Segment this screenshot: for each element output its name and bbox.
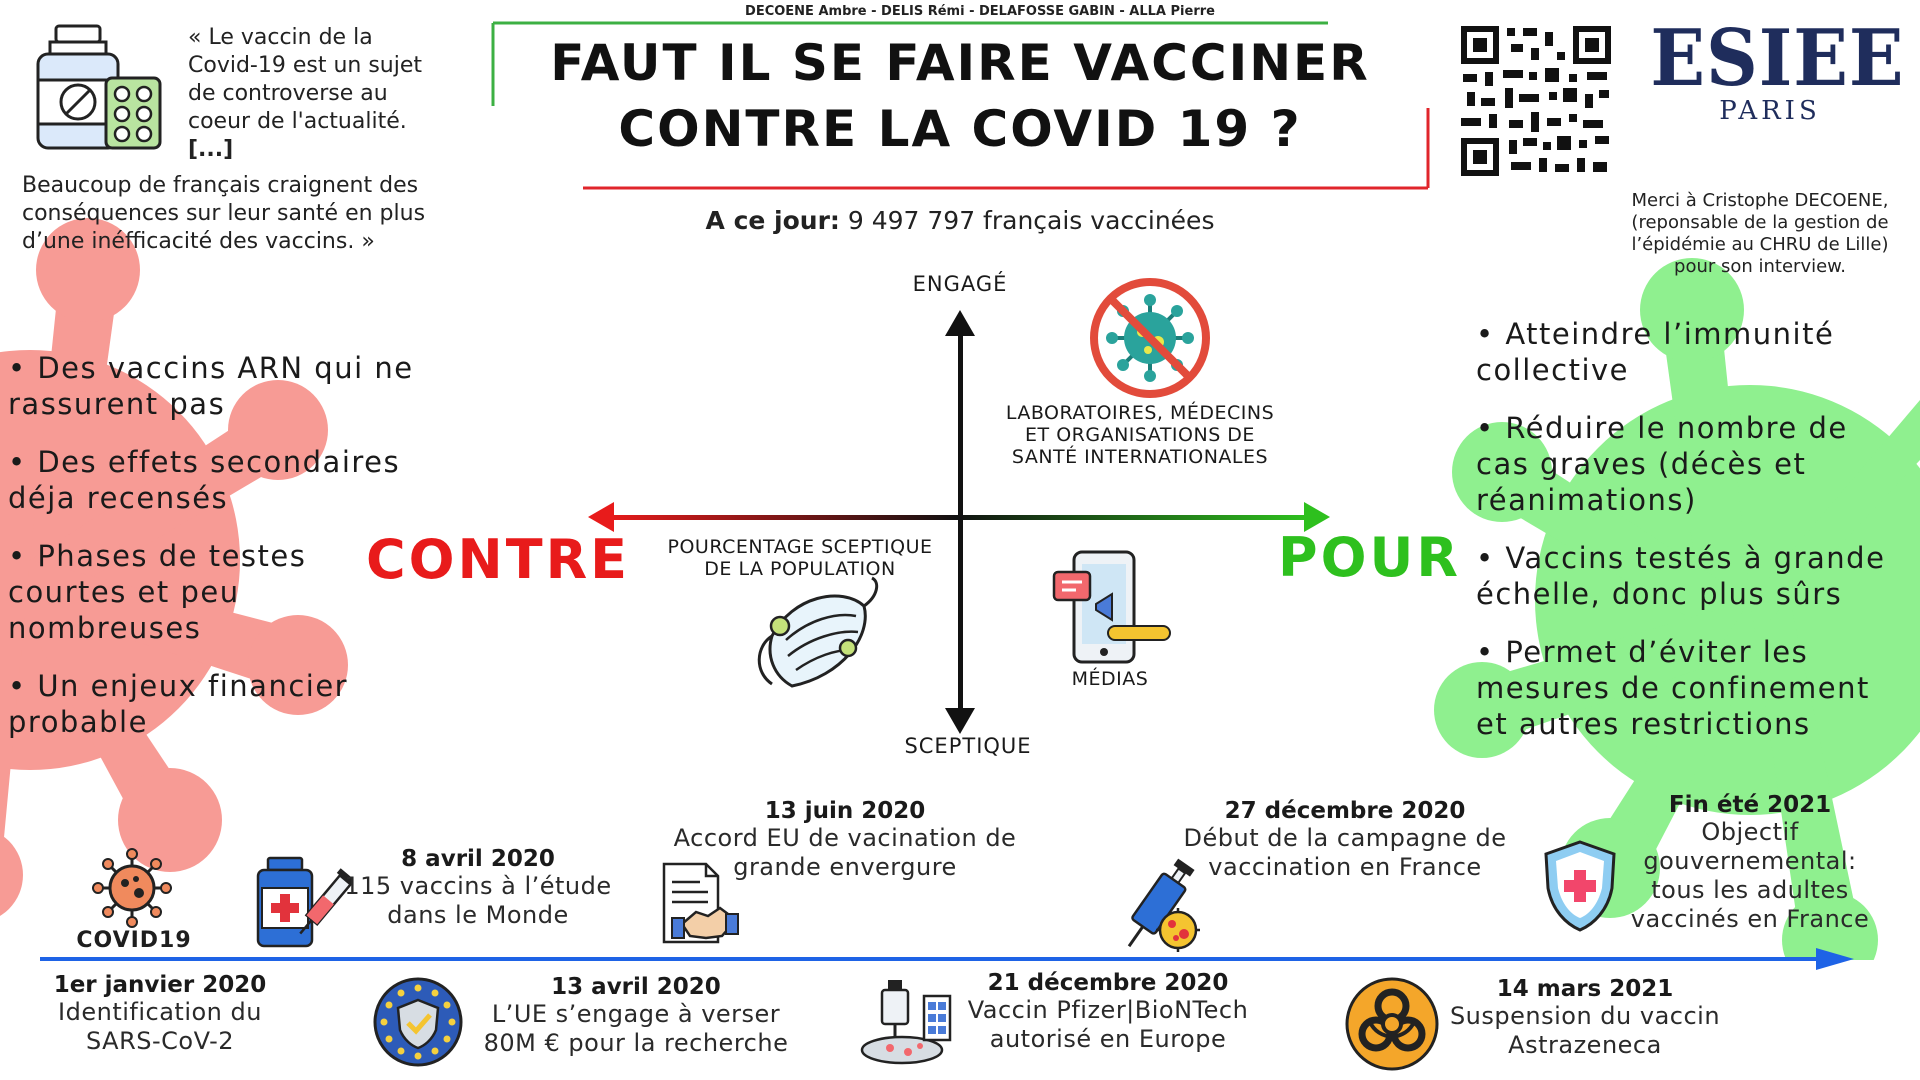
timeline-event-date: 8 avril 2020 bbox=[401, 846, 555, 872]
engaged-actors-line: SANTÉ INTERNATIONALES bbox=[1011, 446, 1269, 468]
axis-label-sceptique: SCEPTIQUE bbox=[904, 734, 1032, 758]
contre-item bbox=[8, 668, 478, 740]
media-label: MÉDIAS bbox=[1071, 668, 1149, 690]
timeline-event bbox=[650, 798, 1040, 882]
vertical-axis bbox=[958, 330, 963, 720]
engaged-actors-label bbox=[985, 402, 1295, 468]
timeline-event bbox=[338, 846, 618, 930]
vaccinated-count bbox=[640, 206, 1280, 235]
contre-item-line: • Un enjeux financier bbox=[8, 669, 349, 703]
timeline-event-date: 14 mars 2021 bbox=[1496, 976, 1674, 1002]
timeline-event-text: gouvernemental: bbox=[1643, 847, 1857, 875]
title-line-2: CONTRE LA COVID 19 ? bbox=[618, 100, 1302, 158]
pour-item-line: • Vaccins testés à grande bbox=[1476, 541, 1886, 575]
timeline-event-date: 21 décembre 2020 bbox=[987, 970, 1229, 996]
down-arrowhead-icon bbox=[945, 708, 975, 734]
title-line-1: FAUT IL SE FAIRE VACCINER bbox=[550, 34, 1370, 92]
sceptic-population-label bbox=[645, 536, 955, 580]
quote-line: d’une inéfficacité des vaccins. » bbox=[22, 229, 375, 254]
quote-line: Beaucoup de français craignent des bbox=[22, 173, 419, 198]
pour-item bbox=[1476, 316, 1916, 388]
quote-part-1 bbox=[188, 24, 488, 164]
timeline-event-text: SARS-CoV-2 bbox=[85, 1027, 235, 1055]
timeline-event-date: 1er janvier 2020 bbox=[53, 972, 267, 998]
page-title bbox=[500, 30, 1420, 162]
covid19-logo-text: COVID19 bbox=[76, 928, 192, 953]
pour-item-line: mesures de confinement bbox=[1476, 671, 1870, 705]
timeline-event-text: dans le Monde bbox=[387, 901, 569, 929]
pour-item-line: échelle, donc plus sûrs bbox=[1476, 577, 1843, 611]
timeline-event-text: Astrazeneca bbox=[1508, 1031, 1662, 1059]
contre-item-line: • Phases de testes bbox=[8, 539, 307, 573]
timeline-event-text: Début de la campagne de bbox=[1183, 824, 1507, 852]
timeline-event-text: vaccination en France bbox=[1208, 853, 1482, 881]
timeline-event-date: 13 avril 2020 bbox=[551, 974, 721, 1000]
vaccinated-count-label: A ce jour: bbox=[705, 206, 840, 235]
quote-line: coeur de l'actualité. bbox=[188, 109, 407, 134]
vaccine-vial-pills-icon bbox=[34, 22, 164, 152]
contre-label: CONTRE bbox=[366, 528, 631, 591]
timeline-event-date: 27 décembre 2020 bbox=[1224, 798, 1466, 824]
vaccinated-count-value: 9 497 797 français vaccinées bbox=[847, 206, 1215, 235]
thanks-line: l’épidémie au CHRU de Lille) bbox=[1631, 234, 1889, 255]
authors: DECOENE Ambre - DELIS Rémi - DELAFOSSE GABIN - ALLA Pierre bbox=[745, 4, 1215, 19]
timeline-event-text: vaccinés en France bbox=[1630, 905, 1870, 933]
esiee-logo bbox=[1640, 13, 1905, 126]
axis-label-engage: ENGAGÉ bbox=[912, 272, 1008, 296]
timeline-event bbox=[1150, 798, 1540, 882]
timeline-event-text: Accord EU de vacination de bbox=[673, 824, 1017, 852]
pour-item-line: • Permet d’éviter les bbox=[1476, 635, 1809, 669]
sceptic-population-line: POURCENTAGE SCEPTIQUE bbox=[667, 536, 933, 558]
timeline-event-date: 13 juin 2020 bbox=[764, 798, 926, 824]
thanks-line: pour son interview. bbox=[1674, 256, 1846, 277]
engaged-actors-line: LABORATOIRES, MÉDECINS bbox=[1005, 402, 1275, 424]
pour-item bbox=[1476, 540, 1916, 612]
quote-line: « Le vaccin de la bbox=[188, 25, 373, 50]
pour-item-line: réanimations) bbox=[1476, 483, 1697, 517]
quote-line: Covid-19 est un sujet bbox=[188, 53, 423, 78]
esiee-logo-brand: ESIEE bbox=[1650, 13, 1905, 104]
pour-item bbox=[1476, 410, 1916, 518]
pour-item-line: • Réduire le nombre de bbox=[1476, 411, 1848, 445]
pour-label: POUR bbox=[1278, 526, 1461, 589]
contre-item bbox=[8, 444, 478, 516]
up-arrowhead-icon bbox=[945, 310, 975, 336]
qr-code-icon[interactable] bbox=[1457, 22, 1615, 180]
media-phone-icon bbox=[1052, 548, 1176, 666]
timeline-event bbox=[938, 970, 1278, 1054]
timeline-event-text: 80M € pour la recherche bbox=[483, 1029, 789, 1057]
eu-stars-shield-icon bbox=[372, 976, 464, 1068]
pour-item-line: cas graves (décès et bbox=[1476, 447, 1807, 481]
timeline-event-text: Objectif bbox=[1701, 818, 1799, 846]
sceptic-population-line: DE LA POPULATION bbox=[704, 558, 896, 580]
quote-line: de controverse au bbox=[188, 81, 388, 106]
horizontal-axis bbox=[606, 515, 1306, 520]
timeline-event-text: L’UE s’engage à verser bbox=[491, 1000, 781, 1028]
contre-item bbox=[8, 350, 478, 422]
timeline-event-text: tous les adultes bbox=[1651, 876, 1849, 904]
timeline-event-text: Suspension du vaccin bbox=[1449, 1002, 1721, 1030]
quote-line: [...] bbox=[188, 137, 234, 162]
timeline-event-text: 115 vaccins à l’étude bbox=[344, 872, 612, 900]
pour-list bbox=[1476, 316, 1916, 764]
contre-item-line: déja recensés bbox=[8, 481, 229, 515]
quadrant-axes bbox=[580, 300, 1340, 740]
thanks-line: (reponsable de la gestion de bbox=[1631, 212, 1889, 233]
esiee-logo-city: PARIS bbox=[1719, 96, 1821, 126]
timeline-event-text: Identification du bbox=[58, 998, 262, 1026]
quote-part-2 bbox=[22, 172, 522, 256]
pour-item bbox=[1476, 634, 1916, 742]
timeline-event-text: autorisé en Europe bbox=[989, 1025, 1227, 1053]
quote-line: conséquences sur leur santé en plus bbox=[22, 201, 426, 226]
timeline-event bbox=[20, 972, 300, 1056]
timeline-arrowhead-icon bbox=[1816, 948, 1854, 970]
contre-item-line: courtes et peu bbox=[8, 575, 240, 609]
timeline-event-text: grande envergure bbox=[733, 853, 957, 881]
face-mask-icon bbox=[752, 576, 882, 696]
thanks-note bbox=[1600, 190, 1920, 278]
contre-item-line: • Des vaccins ARN qui ne bbox=[8, 351, 414, 385]
contre-item-line: nombreuses bbox=[8, 611, 202, 645]
pour-item-line: collective bbox=[1476, 353, 1630, 387]
thanks-line: Merci à Cristophe DECOENE, bbox=[1631, 190, 1889, 211]
timeline-event-date: Fin été 2021 bbox=[1668, 792, 1832, 818]
timeline-event bbox=[1420, 976, 1750, 1060]
contre-item-line: probable bbox=[8, 705, 148, 739]
pour-item-line: • Atteindre l’immunité bbox=[1476, 317, 1835, 351]
engaged-actors-line: ET ORGANISATIONS DE bbox=[1025, 424, 1255, 446]
contre-item-line: rassurent pas bbox=[8, 387, 226, 421]
contre-item-line: • Des effets secondaires bbox=[8, 445, 401, 479]
no-virus-icon bbox=[1088, 276, 1212, 400]
covid19-virus-icon bbox=[92, 848, 172, 928]
timeline-event bbox=[466, 974, 806, 1058]
pour-item-line: et autres restrictions bbox=[1476, 707, 1811, 741]
timeline-event bbox=[1590, 792, 1910, 934]
timeline-event-text: Vaccin Pfizer|BioNTech bbox=[967, 996, 1249, 1024]
